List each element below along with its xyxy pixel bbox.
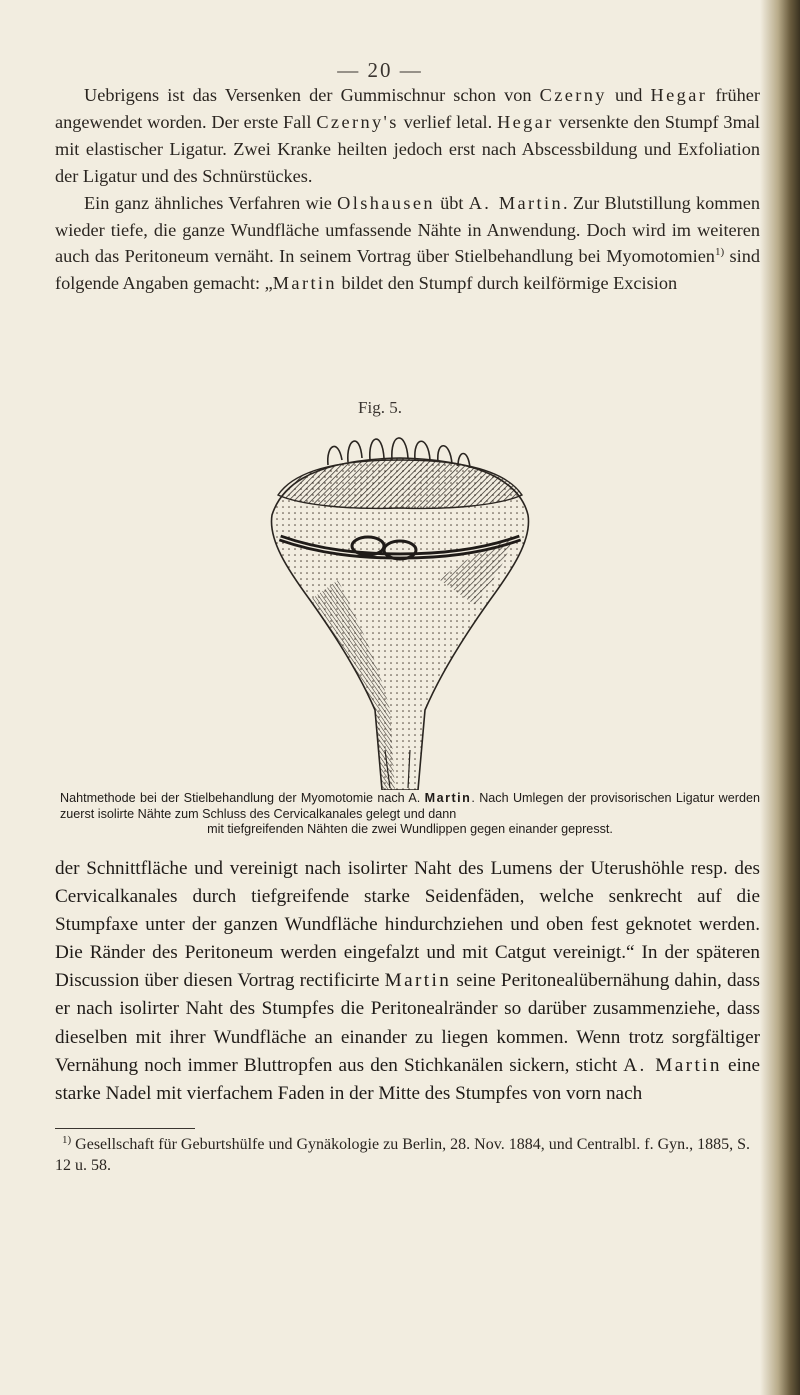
text-run: seine Peritonealübernähung dahin, dass er nach isolirter Naht des Stumpfes die Peritonealränder so darüber zusammenziehe, dass dieselben mit ihrer Wundfläche an einander zu liegen kommen. Wenn trotz sorgfältiger Vernähung noch immer Bluttropfen aus den Stichkanälen sickern, sticht <box>55 970 760 1076</box>
footnote <box>55 1134 760 1176</box>
text-run: früher angewendet worden. Der erste Fall <box>55 85 760 132</box>
top-text-block <box>55 82 760 297</box>
caption-line: mit tiefgreifenden Nähten die zwei Wundlippen gegen einander gepresst. <box>207 822 613 836</box>
page-edge-shadow <box>760 0 800 1395</box>
figure-caption <box>60 791 760 838</box>
spaced-name: Czerny's <box>316 111 399 132</box>
paragraph <box>55 190 760 298</box>
text-run: versenkte den Stumpf 3mal mit elastischer Ligatur. Zwei Kranke heilten jedoch erst nach Abscessbildung und Exfoliation der Ligatur und des Schnürstückes. <box>55 111 760 186</box>
spaced-name: Martin <box>424 791 472 805</box>
text-run: Ein ganz ähnliches Verfahren wie <box>84 192 338 213</box>
text-run: der Schnittfläche und vereinigt nach isolirter Naht des Lumens der Uterushöhle resp. des Cervicalkanales durch tiefgreifende starke Seidenfäden, welche senkrecht auf die Stumpfaxe unter der ganzen Wundfläche hindurchziehen und oben fest geknotet werden. Die Ränder des Peritoneum werden eingefalzt und mit Catgut vereinigt.“ In der späteren Discussion über diesen Vortrag rectificirte <box>55 858 760 992</box>
text-run: übt <box>434 192 469 213</box>
spaced-name: A. Martin <box>468 192 564 213</box>
spaced-name: Olshausen <box>337 192 435 213</box>
paragraph <box>55 855 760 1108</box>
text-run: verlief letal. <box>398 111 498 132</box>
text-run: Nahtmethode bei der Stielbehandlung der Myomotomie nach A. <box>60 791 425 805</box>
figure-label: Fig. 5. <box>358 398 402 417</box>
text-run: . Nach Umlegen der provisorischen Ligatur werden zuerst isolirte Nähte zum Schluss des Cervicalkanales gelegt und dann <box>60 791 760 821</box>
footnote-rule <box>55 1128 195 1129</box>
text-run: sind folgende Angaben gemacht: „ <box>55 246 760 294</box>
footnote-line <box>55 1134 760 1176</box>
text-run: eine starke Nadel mit vierfachem Faden in der Mitte des Stumpfes von vorn nach <box>55 1054 760 1104</box>
footnote-text: Gesellschaft für Geburtshülfe und Gynäkologie zu Berlin, 28. Nov. 1884, und Centralbl. f. Gyn., 1885, S. 12 u. 58. <box>55 1136 751 1174</box>
spaced-name: A. Martin <box>623 1054 722 1076</box>
spaced-name: Hegar <box>650 85 708 105</box>
caption-line <box>60 791 760 822</box>
paragraph <box>55 82 760 190</box>
bottom-text-block <box>55 855 760 1108</box>
page-number: — 20 — <box>337 58 423 82</box>
uterus-stump-illustration <box>250 420 550 790</box>
spaced-name: Hegar <box>497 111 554 132</box>
spaced-name: Czerny <box>539 85 607 105</box>
text-run: bildet den Stumpf durch keilförmige Excision <box>336 273 678 294</box>
text-run: Uebrigens ist das Versenken der Gummischnur schon von <box>84 85 540 105</box>
wound-surface <box>278 460 522 508</box>
text-run: . Zur Blutstillung kommen wieder tiefe, die ganze Wundfläche umfassende Nähte in Anwendung. Doch wird im weiteren auch das Peritoneum vernäht. In seinem Vortrag über Stielbehandlung bei Myomotomien <box>55 192 760 267</box>
footnote-mark: 1) <box>62 1133 72 1146</box>
footnote-ref: 1) <box>714 246 725 259</box>
text-run: und <box>606 85 651 105</box>
spaced-name: Martin <box>384 970 452 992</box>
spaced-name: Martin <box>272 273 337 294</box>
